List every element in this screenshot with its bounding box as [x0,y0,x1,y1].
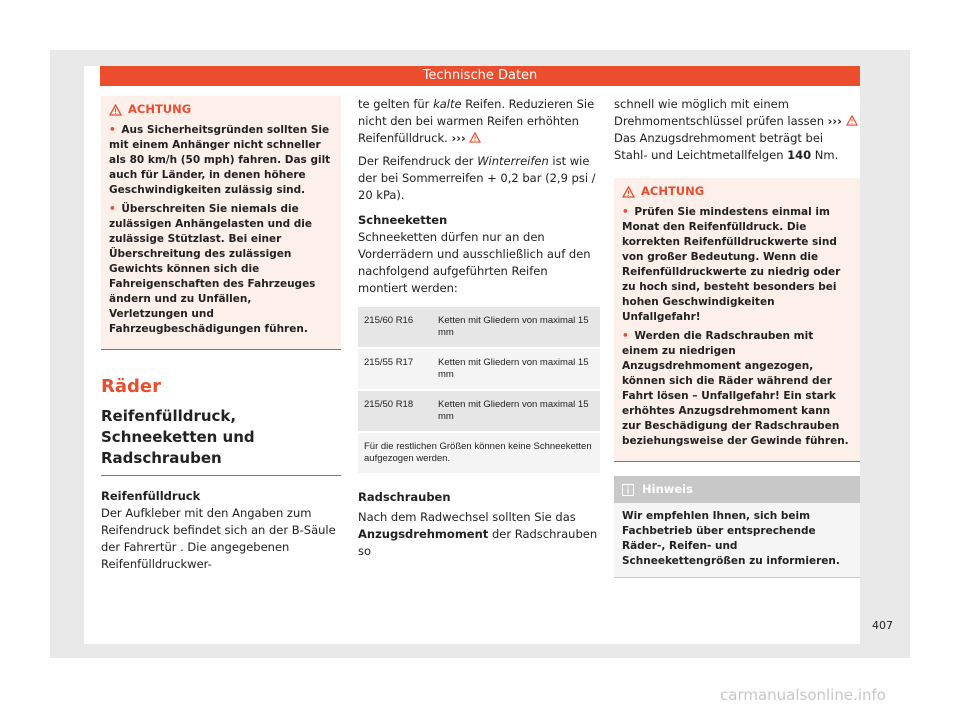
heading-schneeketten: Schneeketten [358,213,448,227]
info-icon [622,484,634,496]
snow-chain-table [358,307,600,475]
page-number: 407 [872,619,893,632]
bullet-icon: • [622,330,629,342]
section-title: Räder [101,376,161,397]
warning-item-text: Aus Sicherheitsgründen sollten Sie mit einem Anhänger nicht schneller als 80 km/h (50 mph) fahren. Das gilt auch für Länder, in denen höhere Geschwindigkeiten zulässig sind. [109,124,331,196]
bullet-icon: • [109,203,116,215]
warning-title: ACHTUNG [128,102,192,116]
warning-box [101,96,341,350]
column-2 [358,96,600,560]
note-text: Wir empfehlen Ihnen, sich beim Fachbetrieb über entsprechende Räder-, Reifen- und Schneekettengrößen zu informieren. [622,510,840,567]
paragraph: Nach dem Radwechsel sollten Sie das Anzugsdrehmoment der Radschrauben so [358,510,598,558]
subsection-header [101,406,341,476]
watermark: carmanualsonline.info [720,686,886,704]
cross-reference-link[interactable]: ››› [827,114,842,128]
warning-triangle-icon [109,104,122,116]
column-1 [101,96,341,573]
warning-item-text: Überschreiten Sie niemals die zulässigen Anhängelasten und die zulässige Stützlast. Bei einer Überschreitung des zulässigen Gewichts können sich die Fahreigenschaften des Fahrzeuges ändern und zu Unfällen, Verletzungen und Fahrzeugbeschädigungen führen. [109,203,316,335]
column-3 [614,96,860,578]
table-row [358,390,600,432]
warning-header [101,96,341,121]
warning-triangle-icon [846,115,858,126]
warning-header [614,178,860,203]
paragraph: te gelten für kalte Reifen. Reduzieren Sie nicht den bei warmen Reifen erhöhten Reifenfülldruck. ››› [358,97,595,145]
page-header: Technische Daten [100,66,860,86]
warning-triangle-icon [469,132,481,143]
table-cell-size: 215/50 R18 [358,390,432,432]
cross-reference-link[interactable]: ››› [451,131,466,145]
table-cell-text: Ketten mit Gliedern von maximal 15 mm [432,307,600,348]
table-footer-row [358,432,600,474]
warning-item [622,205,852,325]
heading-radschrauben: Radschrauben [358,490,451,504]
warning-item [109,123,333,198]
bullet-icon: • [109,124,116,136]
warning-item [622,329,852,449]
warning-box [614,178,860,462]
table-cell-text: Ketten mit Gliedern von maximal 15 mm [432,390,600,432]
bullet-icon: • [622,206,629,218]
subsection-title: Reifenfülldruck, Schneeketten und Radschrauben [101,407,255,467]
note-title: Hinweis [642,482,693,496]
heading-reifenfuelldruck: Reifenfülldruck [101,489,201,503]
table-cell-size: 215/60 R16 [358,307,432,348]
warning-item-text: Werden die Radschrauben mit einem zu niedrigen Anzugsdrehmoment angezogen, können sich die Räder während der Fahrt lösen – Unfallgefahr! Ein stark erhöhtes Anzugsdrehmoment kann zur Beschädigung der Radschrauben beziehungsweise der Gewinde führen. [622,330,849,447]
table-row [358,348,600,390]
table-cell-text: Ketten mit Gliedern von maximal 15 mm [432,348,600,390]
note-header [614,476,860,503]
table-footer: Für die restlichen Größen können keine Schneeketten aufgezogen werden. [358,432,600,474]
warning-triangle-icon [622,186,635,198]
warning-title: ACHTUNG [641,184,705,198]
paragraph: Schneeketten dürfen nur an den Vorderrädern und ausschließlich auf den nachfolgend aufgeführten Reifen montiert werden: [358,230,591,295]
warning-item-text: Prüfen Sie mindestens einmal im Monat den Reifenfülldruck. Die korrekten Reifenfülldruckwerte sind von großer Bedeutung. Wenn die Reifenfülldruckwerte zu niedrig oder zu hoch sind, besteht besonders bei hohen Geschwindigkeiten Unfallgefahr! [622,206,841,323]
warning-item [109,202,333,337]
note-box [614,476,860,578]
paragraph: Der Aufkleber mit den Angaben zum Reifendruck befindet sich an der B-Säule der Fahrertür . Die angegebenen Reifenfülldruckwer- [101,506,336,571]
paragraph: schnell wie möglich mit einem Drehmomentschlüssel prüfen lassen ››› Das Anzugsdrehmoment beträgt bei Stahl- und Leichtmetallfelgen 140 Nm. [614,96,860,164]
paragraph: Der Reifendruck der Winterreifen ist wie der bei Sommerreifen + 0,2 bar (2,9 psi / 20 kPa). [358,154,596,202]
table-row [358,307,600,348]
table-cell-size: 215/55 R17 [358,348,432,390]
